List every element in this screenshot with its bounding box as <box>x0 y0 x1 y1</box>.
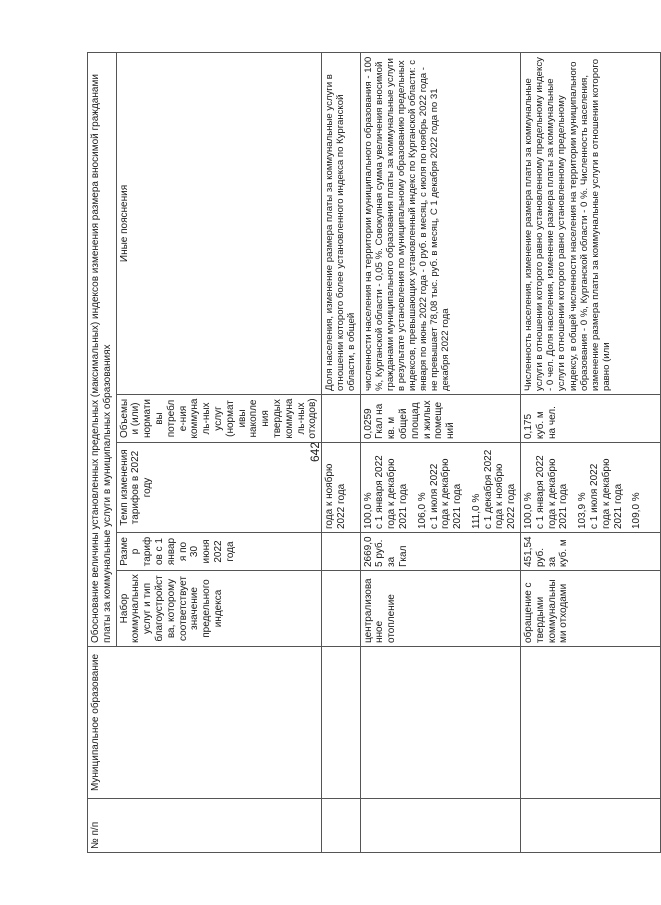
rate-value: 100,0 % <box>523 492 535 529</box>
table-row <box>322 52 360 852</box>
header-row-number: № п/п <box>88 799 322 853</box>
cell-tariff-size: 2669,05 руб. за Гкал <box>360 533 521 571</box>
cell-volume: 0,175 куб. м на чел. <box>521 395 661 443</box>
cell-volume: 0,0259 Гкал на кв. м общей площади жилых помещений <box>360 395 521 443</box>
cell-tariff-size <box>322 533 360 571</box>
cell-service: обращение с твердыми коммунальными отходами <box>521 571 661 647</box>
page-number: 642 <box>308 441 322 463</box>
header-group-title: Обоснование величины установленных предельных (максимальных) индексов изменения размера вносимой гражданами платы за коммунальные услуги в муниципальных образованиях <box>88 52 117 646</box>
rate-value: 100,0 % <box>362 492 374 529</box>
rate-period: с 1 января 2022 года к декабрю 2021 года <box>374 455 409 529</box>
cell-notes: Доля населения, изменение размера платы за коммунальные услуги в отношении которого более установленного индекса по Курганской области, в общей <box>322 52 360 394</box>
cell-tariff-rate <box>360 443 521 533</box>
rate-value: 103,9 % <box>577 492 589 529</box>
cell-municipality <box>521 647 661 799</box>
header-tariff-rate: Темп изменения тарифов в 2022 году <box>116 443 322 533</box>
cell-notes: Численность населения, изменение размера платы за коммунальные услуги в отношении которого равно установленному предельному индексу - 0 чел. Доля населения, изменение размера платы за коммунальные услуги в отношении которого равно установленному предельному индексу, в общей численности населения на территории муниципального образования - 0 %, Курганской области - 0 %. Численность населения, изменение размера платы за коммунальные услуги в отношении которого равно (или <box>521 52 661 394</box>
rate-period: с 1 декабря 2022 года к ноябрю 2022 года <box>482 449 518 529</box>
cell-tariff-rate: года к ноябрю 2022 года <box>322 443 360 533</box>
cell-number <box>360 799 521 853</box>
cell-volume <box>322 395 360 443</box>
cell-municipality <box>322 647 360 799</box>
header-service-set: Набор коммунальных услуг и тип благоустройства, которому соответствует значение предельного индекса <box>116 571 322 647</box>
cell-service <box>322 571 360 647</box>
table-row <box>521 52 661 852</box>
header-municipality: Муниципальное образование <box>88 647 322 799</box>
rate-value: 109,0 % <box>631 492 643 529</box>
cell-number <box>322 799 360 853</box>
header-notes: Иные пояснения <box>116 52 322 394</box>
document-table-rotated <box>87 53 643 853</box>
cell-tariff-size: 451,54 руб. за куб. м <box>521 533 661 571</box>
rate-value: 106,0 % <box>416 492 428 529</box>
header-tariff-size: Размер тарифов с 1 января по 30 июня 2022 года <box>116 533 322 571</box>
table-row <box>360 52 521 852</box>
rate-period: с 1 января 2022 года к декабрю 2021 года <box>534 455 570 529</box>
cell-municipality <box>360 647 521 799</box>
rate-period: с 1 июля 2022 года к декабрю 2021 года <box>589 458 624 529</box>
justification-table <box>87 52 661 853</box>
cell-tariff-rate <box>521 443 661 533</box>
rate-value: 111,0 % <box>470 493 482 529</box>
header-volumes: Объемы и (или) нормативы потребле-ния коммуналь-ных услуг (нормативы накопления твердых коммуналь-ных отходов) <box>116 395 322 443</box>
cell-number <box>521 799 661 853</box>
cell-service: централизованное отопление <box>360 571 521 647</box>
rate-period: с 1 июля 2022 года к декабрю 2021 года <box>428 458 464 529</box>
cell-notes: численности населения на территории муниципального образования - 100 %, Курганской области - 0,05 %. Совокупная сумма увеличения вносимой гражданами муниципального образования платы за коммунальные услуги в результате установления по муниципальному образованию предельных индексов, превышающих установленный индекс по Курганской области: с января по июнь 2022 года - 0 руб. в месяц, с июля по ноябрь 2022 года - не превышает 78,08 тыс. руб. в месяц, С 1 декабря 2022 года по 31 декабря 2022 года <box>360 52 521 394</box>
